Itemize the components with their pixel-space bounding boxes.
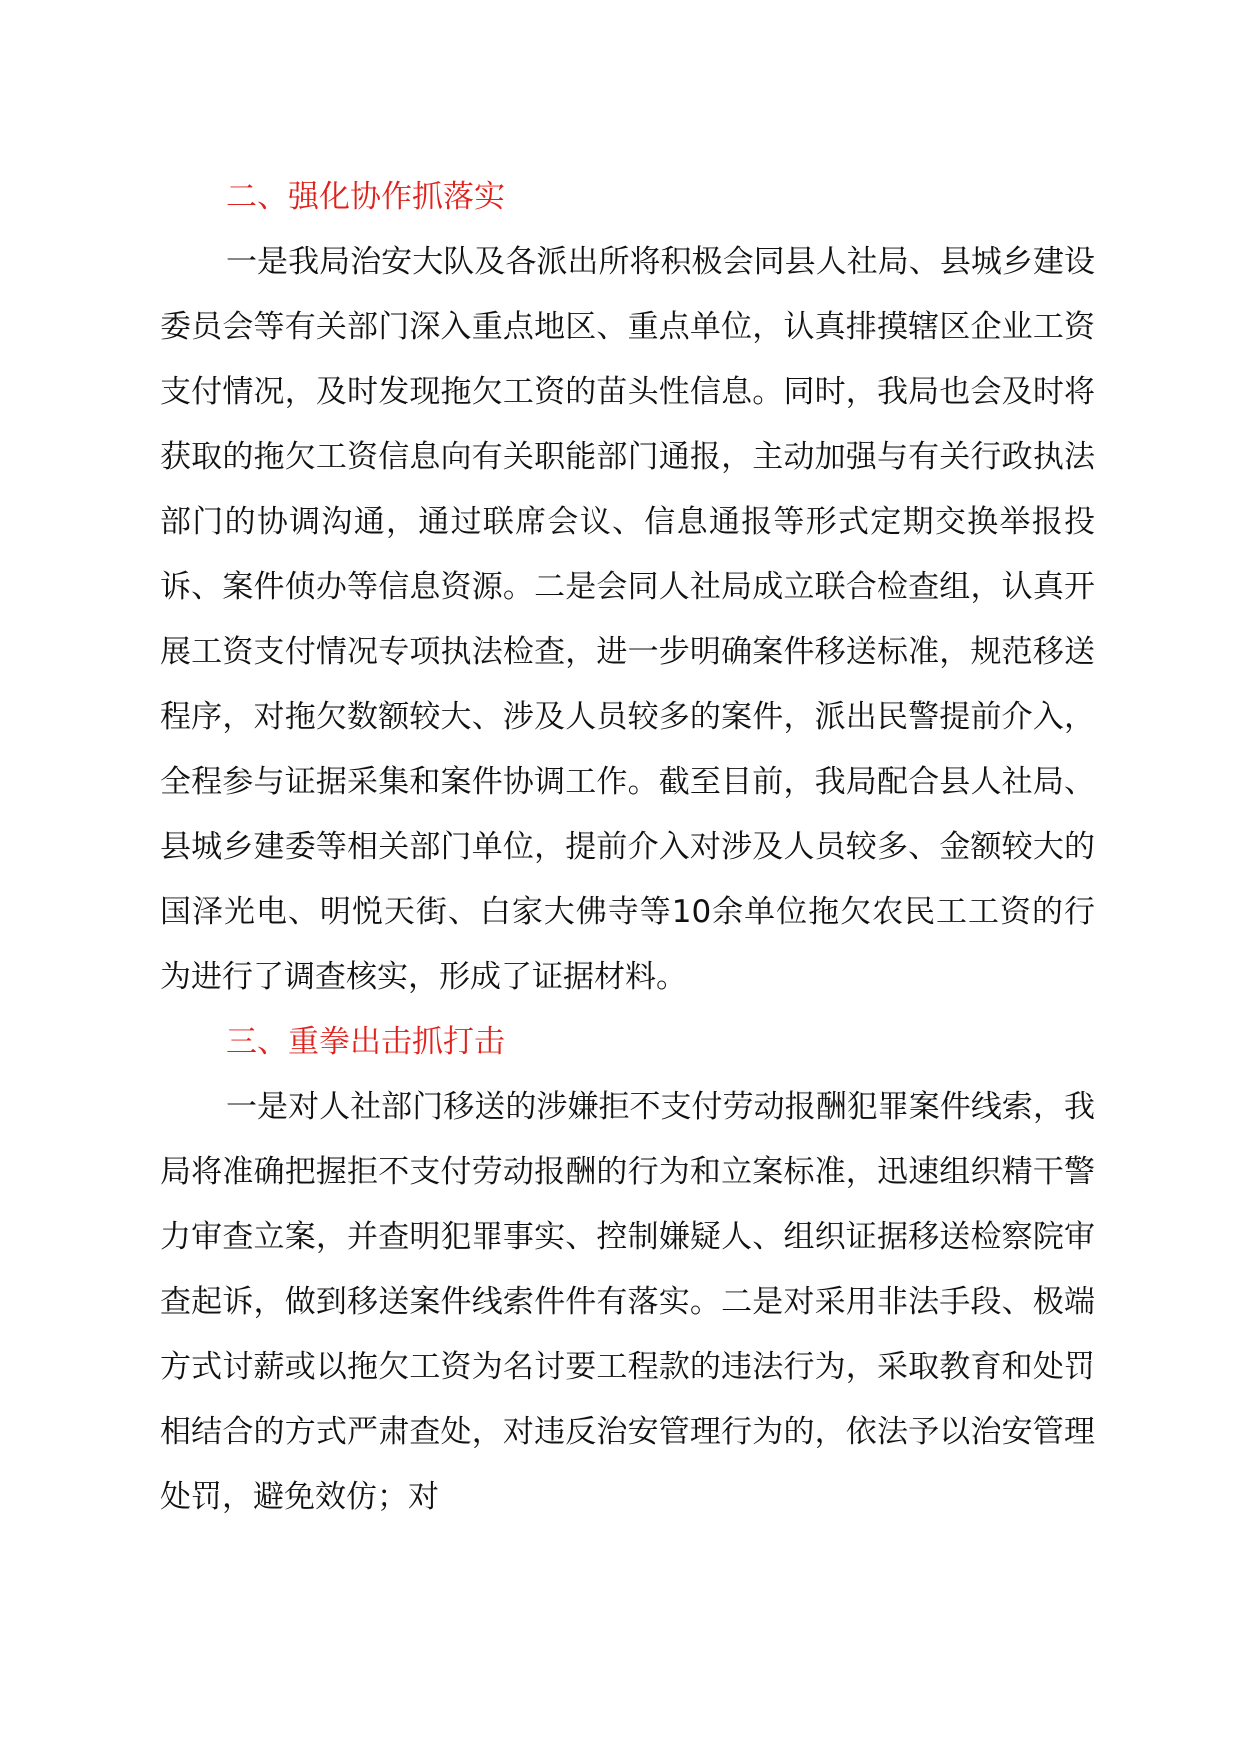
section-paragraph-3: 一是对人社部门移送的涉嫌拒不支付劳动报酬犯罪案件线索，我局将准确把握拒不支付劳动报酬的行为和立案标准，迅速组织精干警力审查立案，并查明犯罪事实、控制嫌疑人、组织证据移送检察院审查起诉，做到移送案件线索件件有落实。二是对采用非法手段、极端方式讨薪或以拖欠工资为名讨要工程款的违法行为，采取教育和处罚相结合的方式严肃查处，对违反治安管理行为的，依法予以治安管理处罚，避免效仿；对 [160,1089,1095,1515]
section-heading-2: 二、强化协作抓落实 [226,179,505,215]
section-heading-3: 三、重拳出击抓打击 [226,1024,505,1060]
section-paragraph-2: 一是我局治安大队及各派出所将积极会同县人社局、县城乡建设委员会等有关部门深入重点地区、重点单位，认真排摸辖区企业工资支付情况，及时发现拖欠工资的苗头性信息。同时，我局也会及时将获取的拖欠工资信息向有关职能部门通报，主动加强与有关行政执法部门的协调沟通，通过联席会议、信息通报等形式定期交换举报投诉、案件侦办等信息资源。二是会同人社局成立联合检查组，认真开展工资支付情况专项执法检查，进一步明确案件移送标准，规范移送程序，对拖欠数额较大、涉及人员较多的案件，派出民警提前介入，全程参与证据采集和案件协调工作。截至目前，我局配合县人社局、县城乡建委等相关部门单位，提前介入对涉及人员较多、金额较大的国泽光电、明悦天街、白家大佛寺等10余单位拖欠农民工工资的行为进行了调查核实，形成了证据材料。 [160,244,1095,995]
document-body [160,165,1095,1530]
